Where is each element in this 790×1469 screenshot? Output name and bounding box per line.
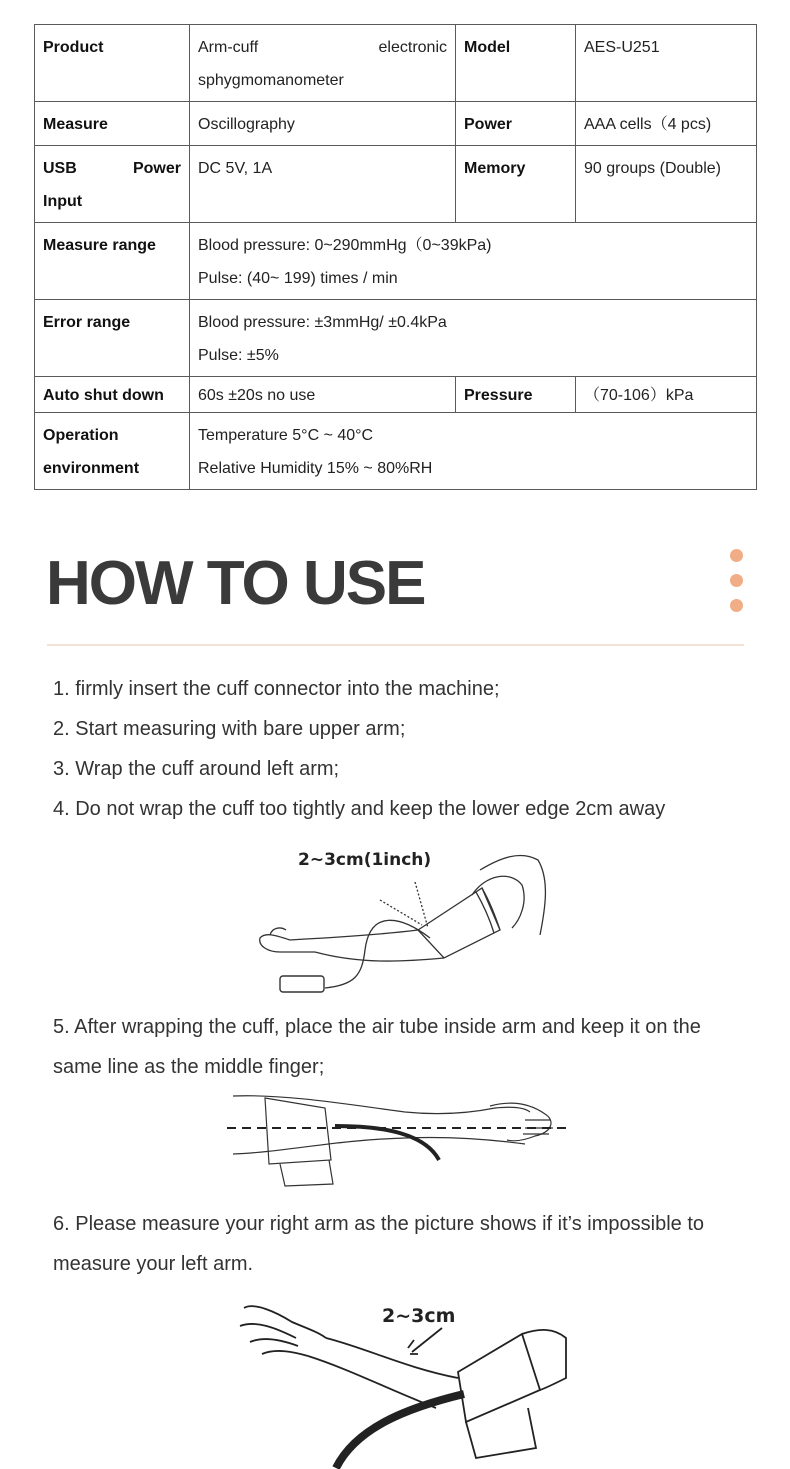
right-arm-illustration-icon bbox=[240, 1306, 566, 1458]
figure1-label: 2~3cm(1inch) bbox=[298, 850, 432, 870]
spec-value-error-range bbox=[190, 300, 757, 377]
figure3-label: 2~3cm bbox=[382, 1305, 456, 1327]
spec-value-product-word1: Arm-cuff bbox=[198, 39, 259, 56]
spec-key-usb-word1: USB bbox=[43, 160, 77, 177]
dot-icon bbox=[730, 574, 743, 587]
spec-key-error-range: Error range bbox=[35, 300, 190, 377]
dot-icon bbox=[730, 549, 743, 562]
monitor-device-icon bbox=[280, 976, 324, 992]
step-5: 5. After wrapping the cuff, place the air tube inside arm and keep it on the same line as the middle finger; bbox=[53, 1016, 701, 1078]
spec-value-product-word2: electronic bbox=[378, 39, 447, 56]
spec-key-power: Power bbox=[456, 102, 576, 146]
section-title: HOW TO USE bbox=[46, 549, 425, 618]
step-3: 3. Wrap the cuff around left arm; bbox=[53, 758, 340, 780]
figure-left-arm-cuff bbox=[250, 840, 560, 1000]
table-row bbox=[35, 146, 757, 223]
spec-key-measure: Measure bbox=[35, 102, 190, 146]
spec-value-model: AES-U251 bbox=[576, 25, 757, 102]
spec-key-model: Model bbox=[456, 25, 576, 102]
spec-value-operation-environment bbox=[190, 413, 757, 490]
table-row bbox=[35, 377, 757, 413]
spec-key-line: Operation bbox=[43, 427, 119, 444]
spec-value-line: Temperature 5°C ~ 40°C bbox=[198, 427, 374, 444]
spec-key-measure-range: Measure range bbox=[35, 223, 190, 300]
arm-illustration-icon bbox=[260, 855, 546, 988]
dot-icon bbox=[730, 599, 743, 612]
step-1: 1. firmly insert the cuff connector into the machine; bbox=[53, 678, 500, 700]
spec-key-pressure: Pressure bbox=[456, 377, 576, 413]
spec-value-measure: Oscillography bbox=[190, 102, 456, 146]
spec-value-auto-shut-down: 60s ±20s no use bbox=[190, 377, 456, 413]
spec-key-memory: Memory bbox=[456, 146, 576, 223]
arm-alignment-icon bbox=[233, 1096, 553, 1186]
spec-value-memory: 90 groups (Double) bbox=[576, 146, 757, 223]
spec-value-line: Blood pressure: ±3mmHg/ ±0.4kPa bbox=[198, 314, 447, 331]
table-row bbox=[35, 102, 757, 146]
spec-key-line: environment bbox=[43, 460, 140, 477]
spec-key-usb-word3: Input bbox=[43, 193, 83, 210]
figure-arm-tube-alignment bbox=[225, 1090, 575, 1190]
divider bbox=[47, 644, 744, 646]
step-4: 4. Do not wrap the cuff too tightly and keep the lower edge 2cm away bbox=[53, 798, 666, 820]
table-row bbox=[35, 223, 757, 300]
spec-value-product bbox=[190, 25, 456, 102]
step-2: 2. Start measuring with bare upper arm; bbox=[53, 718, 406, 740]
spec-value-power: AAA cells（4 pcs) bbox=[576, 102, 757, 146]
decorative-dots bbox=[730, 549, 744, 624]
spec-value-line: Pulse: (40~ 199) times / min bbox=[198, 270, 398, 287]
spec-key-auto-shut-down: Auto shut down bbox=[35, 377, 190, 413]
air-tube-icon bbox=[336, 1394, 464, 1468]
air-tube-icon bbox=[335, 1126, 439, 1160]
spec-value-usb-power-input: DC 5V, 1A bbox=[190, 146, 456, 223]
spec-value-measure-range bbox=[190, 223, 757, 300]
table-row bbox=[35, 413, 757, 490]
spec-value-line: Pulse: ±5% bbox=[198, 347, 279, 364]
spec-value-line: Relative Humidity 15% ~ 80%RH bbox=[198, 460, 433, 477]
spec-value-line: Blood pressure: 0~290mmHg（0~39kPa) bbox=[198, 237, 492, 254]
figure-right-arm-cuff bbox=[236, 1298, 576, 1469]
spec-key-product: Product bbox=[35, 25, 190, 102]
spec-key-operation-environment bbox=[35, 413, 190, 490]
step-6: 6. Please measure your right arm as the picture shows if it’s impossible to measure your left arm. bbox=[53, 1213, 705, 1275]
table-row bbox=[35, 300, 757, 377]
spec-key-usb-power-input bbox=[35, 146, 190, 223]
spec-key-usb-word2: Power bbox=[132, 160, 181, 177]
spec-value-product-word3: sphygmomanometer bbox=[198, 72, 344, 89]
specification-table bbox=[34, 24, 757, 490]
table-row bbox=[35, 25, 757, 102]
spec-value-pressure: （70-106）kPa bbox=[576, 377, 757, 413]
